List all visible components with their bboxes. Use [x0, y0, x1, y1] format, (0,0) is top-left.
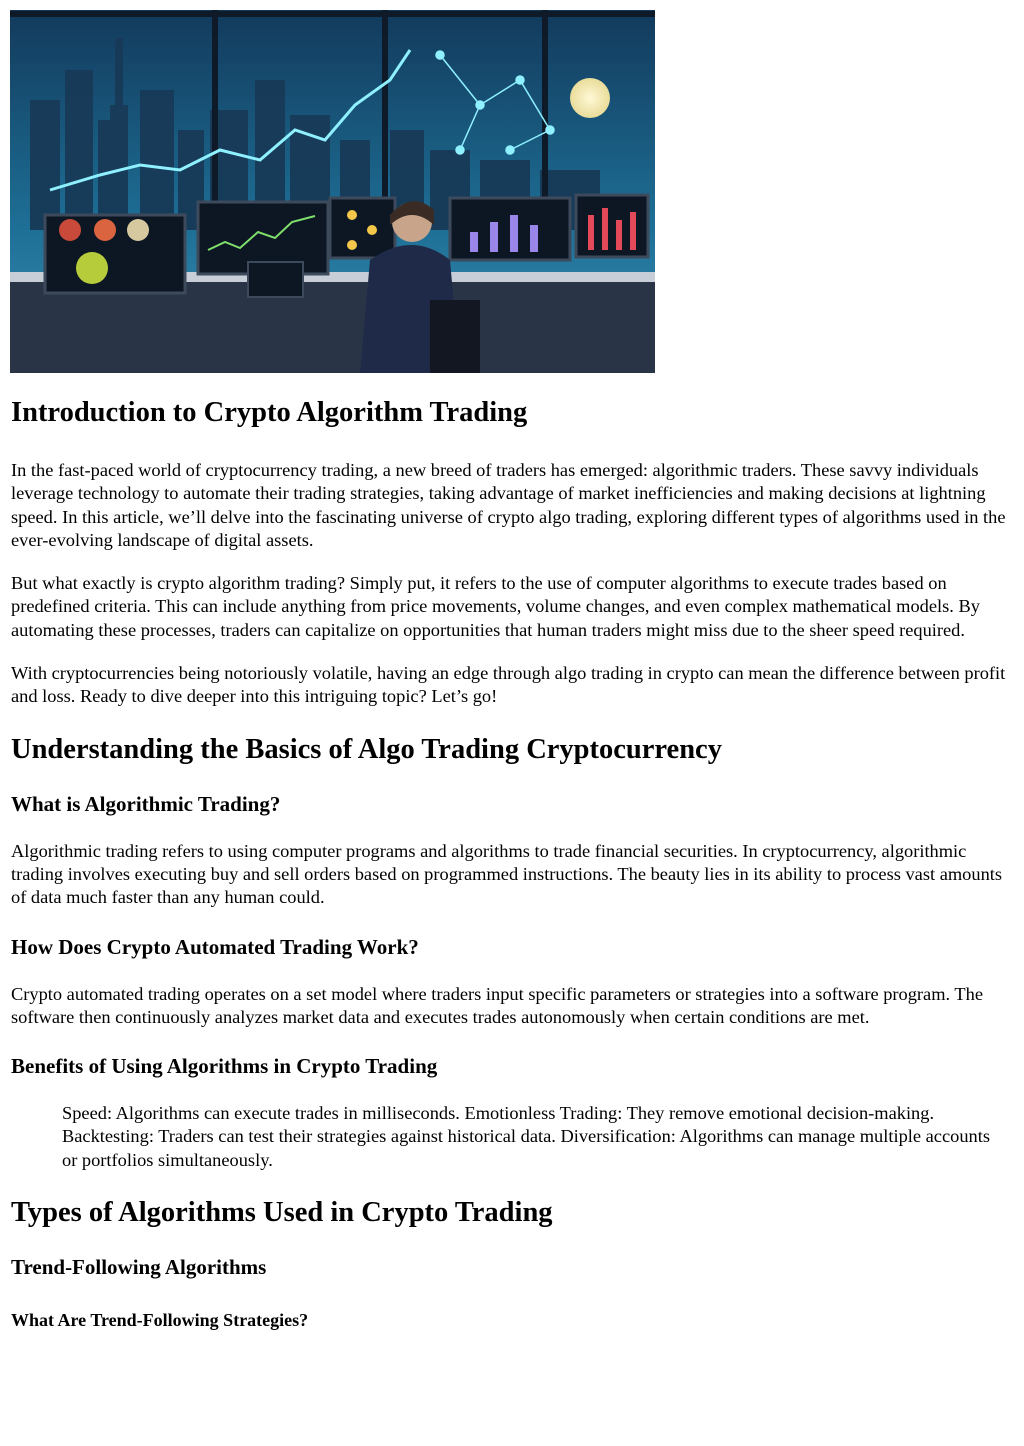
- paragraph-what-is-algorithmic-trading: Algorithmic trading refers to using computer programs and algorithms to trade financial securities. In cryptocurrency, algorithmic trading involves executing buy and sell orders based on programmed instructions. The beauty lies in its ability to process vast amounts of data much faster than any human could.: [11, 840, 1003, 908]
- article-body: [11, 396, 1006, 1331]
- heading-what-is-algorithmic-trading: What is Algorithmic Trading?: [11, 791, 281, 816]
- paragraph-intro-1: In the fast-paced world of cryptocurrency trading, a new breed of traders has emerged: algorithmic traders. These savvy individuals leverage technology to automate their trading strategies, taking advantage of market inefficiencies and making decisions at lightning speed. In this article, we’ll delve into the fascinating universe of crypto algo trading, exploring different types of algorithms used in the ever-evolving landscape of digital assets.: [11, 460, 1006, 550]
- heading-how-automated-trading-works: How Does Crypto Automated Trading Work?: [11, 934, 419, 959]
- benefits-blockquote: Speed: Algorithms can execute trades in milliseconds. Emotionless Trading: They remove emotional decision-making. Backtesting: Traders can test their strategies against historical data. Diversification: Algorithms can manage multiple accounts or portfolios simultaneously.: [62, 1103, 990, 1170]
- heading-introduction: Introduction to Crypto Algorithm Trading: [11, 397, 528, 428]
- heading-basics: Understanding the Basics of Algo Trading Cryptocurrency: [11, 733, 722, 765]
- hero-image: [10, 10, 655, 373]
- paragraph-intro-2: But what exactly is crypto algorithm trading? Simply put, it refers to the use of computer algorithms to execute trades based on predefined criteria. This can include anything from price movements, volume changes, and even complex mathematical models. By automating these processes, traders can capitalize on opportunities that human traders might miss due to the sheer speed required.: [11, 573, 980, 640]
- heading-types-of-algorithms: Types of Algorithms Used in Crypto Trading: [11, 1197, 553, 1229]
- moon-icon: [570, 78, 610, 118]
- paragraph-how-automated-trading-works: Crypto automated trading operates on a set model where traders input specific parameters or strategies into a software program. The software then continuously analyzes market data and executes trades autonomously when certain conditions are met.: [11, 983, 983, 1027]
- heading-trend-following-strategies: What Are Trend-Following Strategies?: [11, 1310, 309, 1331]
- heading-trend-following: Trend-Following Algorithms: [11, 1255, 267, 1280]
- paragraph-intro-3: With cryptocurrencies being notoriously volatile, having an edge through algo trading in crypto can mean the difference between profit and loss. Ready to dive deeper into this intriguing topic? Let’s go!: [11, 663, 1006, 707]
- heading-benefits: Benefits of Using Algorithms in Crypto Trading: [11, 1054, 438, 1079]
